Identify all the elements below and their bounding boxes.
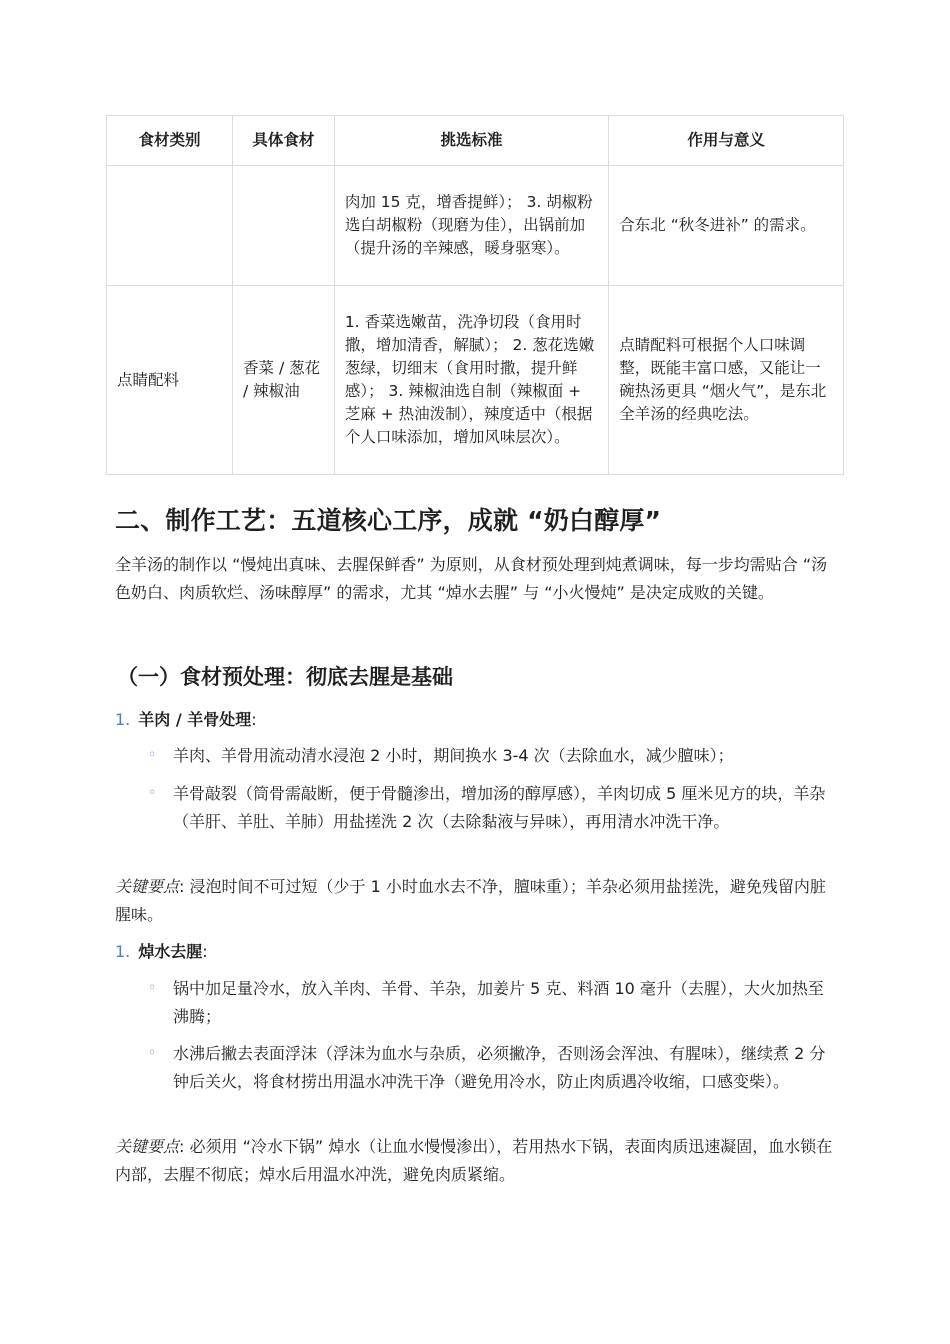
header-items: 具体食材 (233, 116, 335, 166)
list-item-text: 羊肉、羊骨用流动清水浸泡 2 小时，期间换水 3-4 次（去除血水，减少膻味）； (173, 746, 734, 765)
item-title: 焯水去腥 (138, 942, 203, 961)
ingredients-table (106, 115, 844, 475)
bullet-circle-icon: ◦ (148, 785, 157, 801)
numbered-item-heading (115, 707, 257, 733)
numbered-item-heading (115, 939, 208, 965)
key-point-label: 关键要点 (115, 1137, 180, 1156)
cell-purpose: 点睛配料可根据个人口味调整，既能丰富口感，又能让一碗热汤更具 “烟火气”，是东北全羊汤的经典吃法。 (609, 286, 844, 475)
key-point-text: : 浸泡时间不可过短（少于 1 小时血水去不净，膻味重）；羊杂必须用盐搓洗，避免残留内脏腥味。 (115, 877, 826, 924)
list-item (148, 780, 838, 835)
section-intro-paragraph: 全羊汤的制作以 “慢炖出真味、去腥保鲜香” 为原则，从食材预处理到炖煮调味，每一步均需贴合 “汤色奶白、肉质软烂、汤味醇厚” 的需求，尤其 “焯水去腥” 与 “小火慢炖” 是决定成败的关键。 (115, 555, 828, 602)
cell-category: 点睛配料 (107, 286, 233, 475)
list-item (148, 1040, 838, 1095)
header-purpose: 作用与意义 (609, 116, 844, 166)
key-point-label: 关键要点 (115, 877, 180, 896)
table-row (107, 166, 844, 286)
list-item-text: 锅中加足量冷水，放入羊肉、羊骨、羊杂，加姜片 5 克、料酒 10 毫升（去腥），大火加热至沸腾； (173, 979, 824, 1026)
header-criteria: 挑选标准 (334, 116, 608, 166)
table-header-row (107, 116, 844, 166)
cell-category (107, 166, 233, 286)
bullet-circle-icon: ◦ (148, 1045, 157, 1061)
item-colon: : (202, 942, 208, 961)
cell-purpose: 合东北 “秋冬进补” 的需求。 (609, 166, 844, 286)
item-title: 羊肉 / 羊骨处理 (138, 710, 252, 729)
key-point-note (115, 1133, 835, 1189)
list-item (148, 975, 838, 1030)
table-row (107, 286, 844, 475)
key-point-note (115, 873, 835, 929)
list-item-text: 水沸后撇去表面浮沫（浮沫为血水与杂质，必须撇净，否则汤会浑浊、有腥味），继续煮 2 分钟后关火，将食材捞出用温水冲洗干净（避免用冷水，防止肉质遇冷收缩，口感变柴）。 (173, 1044, 826, 1091)
list-item (148, 742, 838, 770)
cell-criteria: 肉加 15 克，增香提鲜）； 3. 胡椒粉选白胡椒粉（现磨为佳），出锅前加（提升汤的辛辣感，暖身驱寒）。 (334, 166, 608, 286)
section-heading: 二、制作工艺：五道核心工序，成就 “奶白醇厚” (115, 506, 662, 535)
cell-criteria: 1. 香菜选嫩苗，洗净切段（食用时撒，增加清香，解腻）； 2. 葱花选嫩葱绿，切细末（食用时撒，提升鲜感）； 3. 辣椒油选自制（辣椒面 + 芝麻 + 热油泼制），辣度适中（根据个人口味添加，增加风味层次）。 (334, 286, 608, 475)
bullet-circle-icon: ◦ (148, 980, 157, 996)
item-colon: : (251, 710, 257, 729)
list-number: 1. (115, 710, 131, 729)
header-category: 食材类别 (107, 116, 233, 166)
subsection-heading: （一）食材预处理：彻底去腥是基础 (117, 665, 453, 689)
bullet-circle-icon: ◦ (148, 747, 157, 763)
key-point-text: : 必须用 “冷水下锅” 焯水（让血水慢慢渗出），若用热水下锅，表面肉质迅速凝固，血水锁在内部，去腥不彻底；焯水后用温水冲洗，避免肉质紧缩。 (115, 1137, 833, 1184)
cell-items (233, 166, 335, 286)
list-item-text: 羊骨敲裂（筒骨需敲断，便于骨髓渗出，增加汤的醇厚感），羊肉切成 5 厘米见方的块，羊杂（羊肝、羊肚、羊肺）用盐搓洗 2 次（去除黏液与异味），再用清水冲洗干净。 (173, 784, 826, 831)
cell-items: 香菜 / 葱花 / 辣椒油 (233, 286, 335, 475)
list-number: 1. (115, 942, 131, 961)
